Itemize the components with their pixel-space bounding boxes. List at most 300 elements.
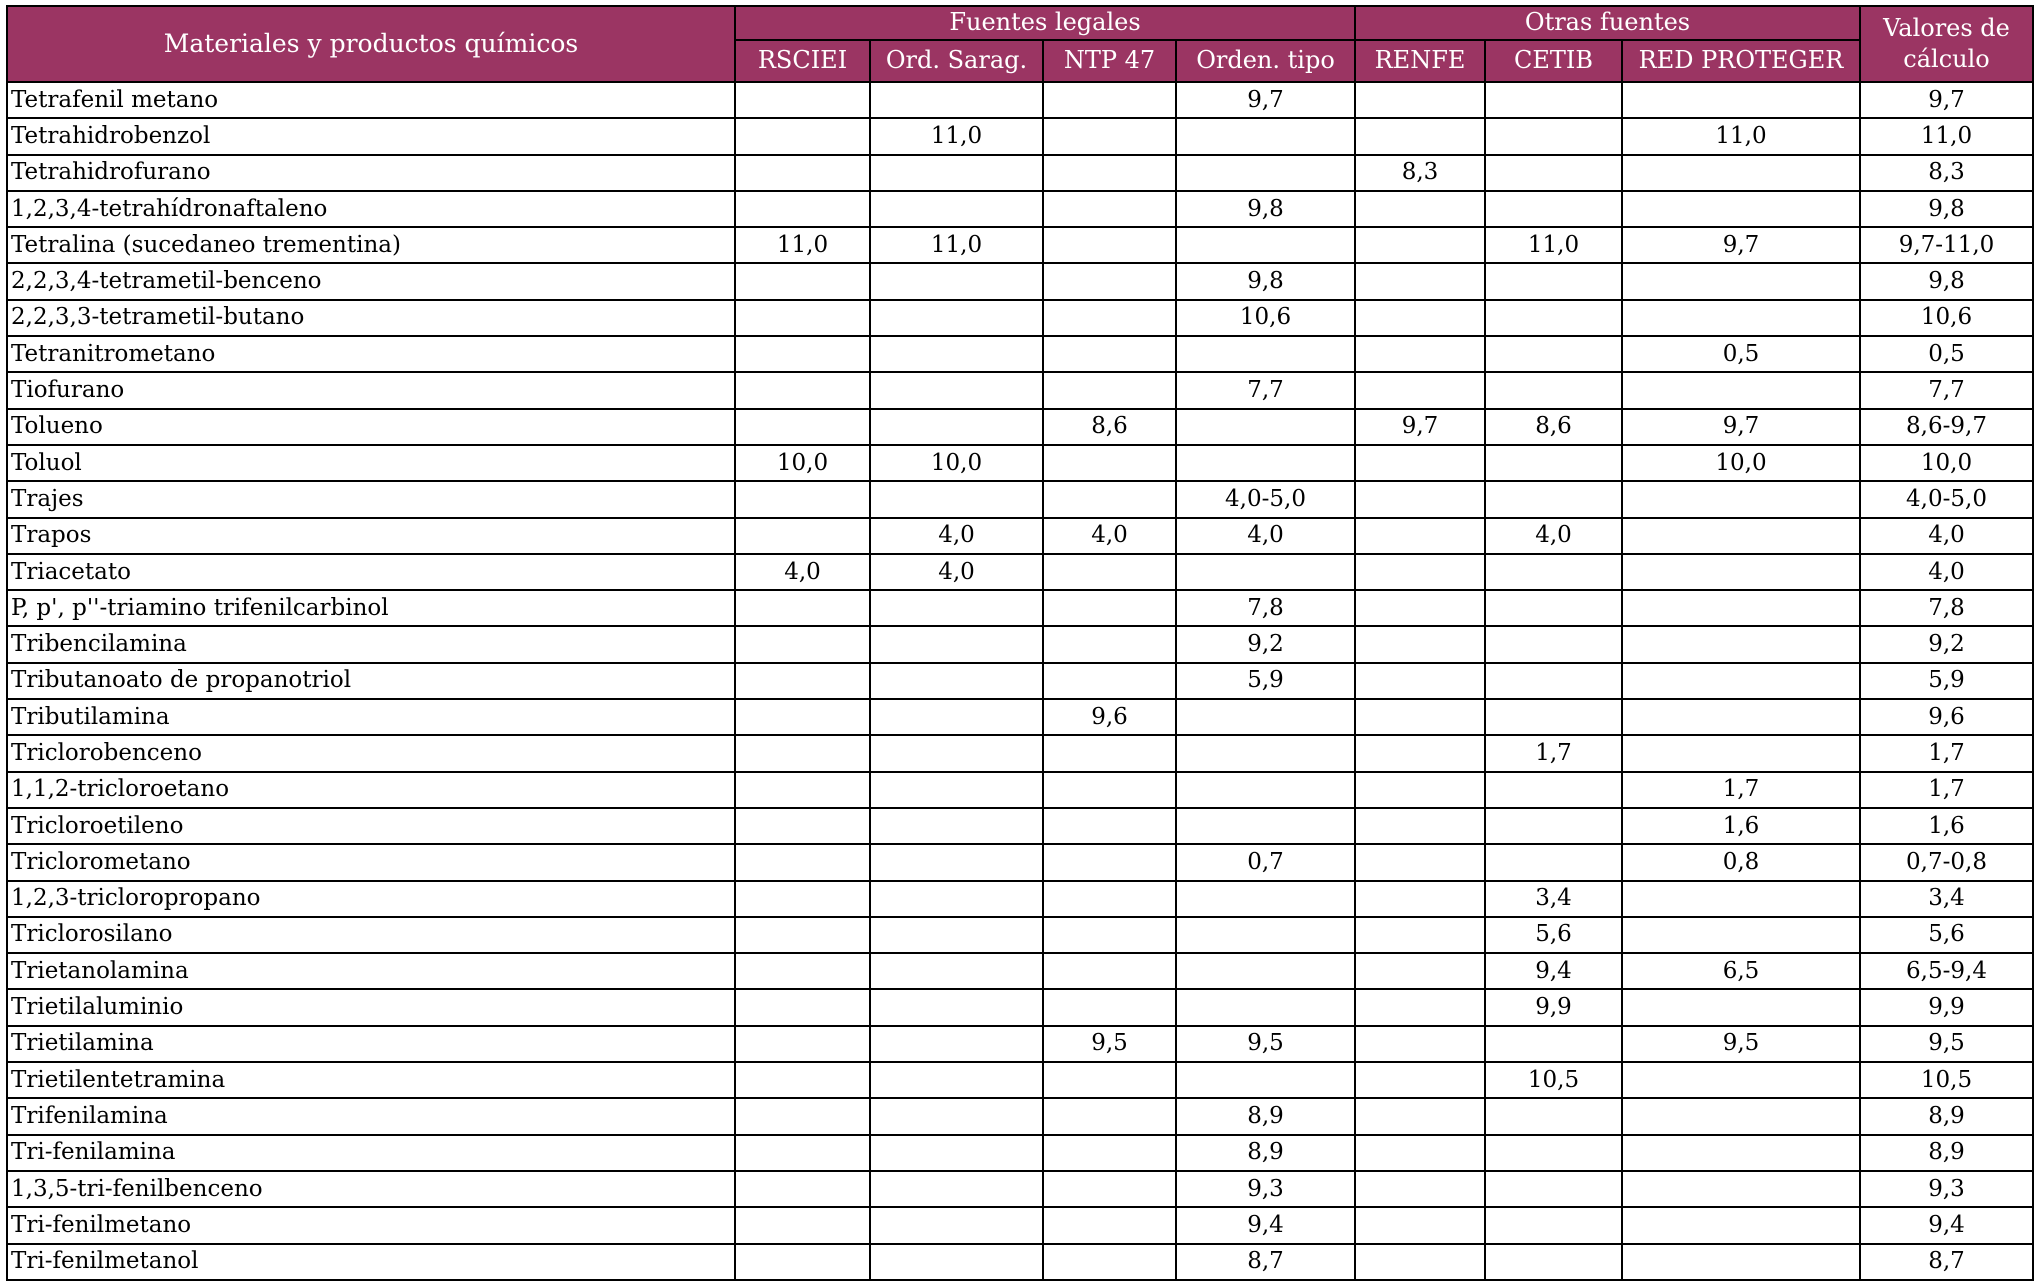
value-cell — [870, 263, 1043, 299]
value-cell — [1043, 663, 1176, 699]
value-cell — [1355, 191, 1485, 227]
value-cell — [1355, 663, 1485, 699]
value-cell — [1355, 263, 1485, 299]
calculation-value-cell: 4,0 — [1860, 554, 2033, 590]
calculation-value-cell: 10,6 — [1860, 300, 2033, 336]
value-cell — [1622, 263, 1860, 299]
value-cell — [1355, 1244, 1485, 1280]
material-name-cell: Toluol — [7, 445, 735, 481]
value-cell — [1355, 227, 1485, 263]
value-cell — [1485, 663, 1622, 699]
value-cell — [1485, 1171, 1622, 1207]
value-cell — [735, 263, 870, 299]
material-name-cell: P, p', p''-triamino trifenilcarbinol — [7, 590, 735, 626]
value-cell — [735, 626, 870, 662]
table-row — [7, 1098, 2033, 1134]
table-row — [7, 1135, 2033, 1171]
value-cell: 9,2 — [1176, 626, 1355, 662]
value-cell — [1622, 1098, 1860, 1134]
table-row — [7, 445, 2033, 481]
value-cell — [1043, 1207, 1176, 1243]
value-cell — [1355, 844, 1485, 880]
value-cell — [1176, 735, 1355, 771]
calculation-value-cell: 9,5 — [1860, 1026, 2033, 1062]
calculation-value-cell: 9,8 — [1860, 263, 2033, 299]
calculation-value-cell: 1,7 — [1860, 735, 2033, 771]
value-cell — [735, 191, 870, 227]
value-cell — [870, 336, 1043, 372]
value-cell — [1622, 518, 1860, 554]
value-cell — [1485, 808, 1622, 844]
value-cell — [1043, 917, 1176, 953]
value-cell: 10,0 — [870, 445, 1043, 481]
value-cell — [870, 663, 1043, 699]
value-cell — [1043, 881, 1176, 917]
value-cell: 11,0 — [870, 118, 1043, 154]
table-row — [7, 735, 2033, 771]
value-cell — [1043, 772, 1176, 808]
value-cell — [1485, 1026, 1622, 1062]
table-row — [7, 300, 2033, 336]
value-cell — [1485, 372, 1622, 408]
value-cell — [870, 881, 1043, 917]
value-cell — [735, 1026, 870, 1062]
value-cell — [1043, 155, 1176, 191]
material-name-cell: Trietilaluminio — [7, 989, 735, 1025]
value-cell — [735, 155, 870, 191]
material-name-cell: Triacetato — [7, 554, 735, 590]
value-cell — [735, 518, 870, 554]
value-cell — [870, 481, 1043, 517]
table-row — [7, 590, 2033, 626]
other-sources-group-header: Otras fuentes — [1355, 6, 1860, 40]
value-cell — [1043, 1244, 1176, 1280]
material-name-cell: Tri-fenilamina — [7, 1135, 735, 1171]
table-row — [7, 1244, 2033, 1280]
value-cell — [870, 699, 1043, 735]
value-cell: 9,3 — [1176, 1171, 1355, 1207]
value-cell — [870, 82, 1043, 118]
value-cell: 4,0 — [1485, 518, 1622, 554]
value-cell — [870, 1098, 1043, 1134]
table-row — [7, 155, 2033, 191]
value-cell — [1355, 372, 1485, 408]
table-row — [7, 844, 2033, 880]
value-cell — [1485, 772, 1622, 808]
value-cell — [1176, 989, 1355, 1025]
calculation-value-cell: 1,6 — [1860, 808, 2033, 844]
material-name-cell: Tetrahidrofurano — [7, 155, 735, 191]
value-cell: 10,6 — [1176, 300, 1355, 336]
value-cell — [1355, 1171, 1485, 1207]
material-name-cell: 1,2,3-tricloropropano — [7, 881, 735, 917]
value-cell — [1622, 917, 1860, 953]
material-name-cell: Trifenilamina — [7, 1098, 735, 1134]
material-name-cell: Tetralina (sucedaneo trementina) — [7, 227, 735, 263]
value-cell — [870, 372, 1043, 408]
value-cell — [1485, 336, 1622, 372]
value-cell — [1622, 699, 1860, 735]
calculation-value-cell: 5,9 — [1860, 663, 2033, 699]
value-cell: 4,0 — [1043, 518, 1176, 554]
value-cell: 8,3 — [1355, 155, 1485, 191]
value-cell — [1622, 1207, 1860, 1243]
value-cell — [1622, 481, 1860, 517]
value-cell — [1485, 118, 1622, 154]
value-cell: 9,5 — [1043, 1026, 1176, 1062]
document-page — [6, 5, 2032, 1281]
calculation-value-cell: 3,4 — [1860, 881, 2033, 917]
value-cell: 4,0-5,0 — [1176, 481, 1355, 517]
legal-sources-group-header: Fuentes legales — [735, 6, 1355, 40]
material-name-cell: Tricloroetileno — [7, 808, 735, 844]
value-cell — [870, 1026, 1043, 1062]
value-cell — [1355, 735, 1485, 771]
value-cell — [1043, 1062, 1176, 1098]
calculation-value-cell: 0,7-0,8 — [1860, 844, 2033, 880]
value-cell — [1043, 590, 1176, 626]
column-header-rsciei: RSCIEI — [735, 40, 870, 82]
table-row — [7, 82, 2033, 118]
material-name-cell: Triclorometano — [7, 844, 735, 880]
value-cell: 9,9 — [1485, 989, 1622, 1025]
table-row — [7, 1207, 2033, 1243]
value-cell — [735, 663, 870, 699]
header-row-groups — [7, 6, 2033, 40]
value-cell — [1355, 989, 1485, 1025]
table-row — [7, 1062, 2033, 1098]
value-cell: 9,4 — [1485, 953, 1622, 989]
value-cell: 1,7 — [1622, 772, 1860, 808]
value-cell — [1176, 554, 1355, 590]
table-row — [7, 989, 2033, 1025]
value-cell: 9,4 — [1176, 1207, 1355, 1243]
value-cell — [1355, 772, 1485, 808]
table-row — [7, 881, 2033, 917]
value-cell: 8,9 — [1176, 1098, 1355, 1134]
material-name-cell: Trietilamina — [7, 1026, 735, 1062]
column-header-red-proteger: RED PROTEGER — [1622, 40, 1860, 82]
value-cell — [1485, 82, 1622, 118]
table-header — [7, 6, 2033, 82]
value-cell — [1176, 1062, 1355, 1098]
calculation-value-cell: 9,9 — [1860, 989, 2033, 1025]
value-cell — [1176, 118, 1355, 154]
calculation-value-cell: 4,0 — [1860, 518, 2033, 554]
value-cell — [1485, 1098, 1622, 1134]
material-name-cell: Triclorobenceno — [7, 735, 735, 771]
value-cell: 4,0 — [870, 554, 1043, 590]
value-cell — [1622, 735, 1860, 771]
value-cell — [1355, 1135, 1485, 1171]
value-cell — [870, 1244, 1043, 1280]
value-cell — [1355, 917, 1485, 953]
table-row — [7, 518, 2033, 554]
value-cell — [1622, 155, 1860, 191]
value-cell — [1485, 445, 1622, 481]
column-header-ntp47: NTP 47 — [1043, 40, 1176, 82]
value-cell — [1355, 518, 1485, 554]
value-cell — [1043, 481, 1176, 517]
value-cell — [1485, 263, 1622, 299]
value-cell — [735, 699, 870, 735]
value-cell: 1,6 — [1622, 808, 1860, 844]
table-row — [7, 554, 2033, 590]
value-cell — [1485, 590, 1622, 626]
value-cell — [1355, 953, 1485, 989]
calculation-value-cell: 6,5-9,4 — [1860, 953, 2033, 989]
value-cell — [1485, 191, 1622, 227]
value-cell — [1355, 554, 1485, 590]
value-cell — [1176, 227, 1355, 263]
value-cell — [735, 409, 870, 445]
value-cell: 9,8 — [1176, 263, 1355, 299]
column-header-renfe: RENFE — [1355, 40, 1485, 82]
value-cell — [1622, 372, 1860, 408]
value-cell: 5,9 — [1176, 663, 1355, 699]
value-cell — [870, 300, 1043, 336]
value-cell: 4,0 — [1176, 518, 1355, 554]
value-cell: 10,0 — [1622, 445, 1860, 481]
material-name-cell: Trietilentetramina — [7, 1062, 735, 1098]
value-cell — [1355, 1062, 1485, 1098]
material-name-cell: Tri-fenilmetanol — [7, 1244, 735, 1280]
value-cell — [1622, 191, 1860, 227]
value-cell — [1355, 300, 1485, 336]
material-name-cell: Tetrafenil metano — [7, 82, 735, 118]
value-cell: 1,7 — [1485, 735, 1622, 771]
value-cell — [735, 808, 870, 844]
value-cell — [1043, 372, 1176, 408]
value-cell: 11,0 — [735, 227, 870, 263]
value-cell: 9,5 — [1622, 1026, 1860, 1062]
value-cell: 9,5 — [1176, 1026, 1355, 1062]
value-cell — [870, 735, 1043, 771]
value-cell — [1355, 881, 1485, 917]
value-cell — [1622, 1171, 1860, 1207]
value-cell — [1485, 1207, 1622, 1243]
value-cell — [1043, 989, 1176, 1025]
value-cell — [735, 372, 870, 408]
value-cell — [1043, 191, 1176, 227]
value-cell — [870, 155, 1043, 191]
value-cell — [735, 300, 870, 336]
material-name-cell: 2,2,3,3-tetrametil-butano — [7, 300, 735, 336]
value-cell — [1485, 1135, 1622, 1171]
calculation-value-cell: 5,6 — [1860, 917, 2033, 953]
fire-load-table — [6, 5, 2034, 1281]
value-cell — [870, 844, 1043, 880]
value-cell — [1355, 481, 1485, 517]
value-cell — [735, 1171, 870, 1207]
table-row — [7, 917, 2033, 953]
table-row — [7, 808, 2033, 844]
value-cell — [1176, 881, 1355, 917]
value-cell — [1485, 1244, 1622, 1280]
value-cell — [870, 808, 1043, 844]
value-cell — [1622, 590, 1860, 626]
value-cell — [1485, 844, 1622, 880]
value-cell — [1043, 300, 1176, 336]
value-cell: 0,7 — [1176, 844, 1355, 880]
calculation-value-cell: 1,7 — [1860, 772, 2033, 808]
calculation-value-cell: 9,4 — [1860, 1207, 2033, 1243]
value-cell — [1622, 300, 1860, 336]
value-cell: 8,7 — [1176, 1244, 1355, 1280]
table-row — [7, 336, 2033, 372]
value-cell — [1622, 989, 1860, 1025]
value-cell — [870, 191, 1043, 227]
material-name-cell: Triclorosilano — [7, 917, 735, 953]
value-cell — [1043, 1171, 1176, 1207]
value-cell: 9,7 — [1622, 227, 1860, 263]
value-cell: 7,7 — [1176, 372, 1355, 408]
calculation-value-cell: 9,7-11,0 — [1860, 227, 2033, 263]
value-cell — [1355, 82, 1485, 118]
value-cell: 11,0 — [1622, 118, 1860, 154]
value-cell: 0,5 — [1622, 336, 1860, 372]
value-cell — [1622, 1062, 1860, 1098]
value-cell — [1176, 445, 1355, 481]
value-cell — [870, 1062, 1043, 1098]
value-cell — [1355, 626, 1485, 662]
value-cell — [1043, 263, 1176, 299]
value-cell: 0,8 — [1622, 844, 1860, 880]
value-cell: 10,5 — [1485, 1062, 1622, 1098]
value-cell — [735, 481, 870, 517]
value-cell — [735, 1098, 870, 1134]
value-cell — [1043, 808, 1176, 844]
material-name-cell: 1,1,2-tricloroetano — [7, 772, 735, 808]
value-cell — [870, 1135, 1043, 1171]
value-cell — [1043, 844, 1176, 880]
value-cell — [1485, 554, 1622, 590]
table-row — [7, 118, 2033, 154]
material-name-cell: Tribencilamina — [7, 626, 735, 662]
column-header-cetib: CETIB — [1485, 40, 1622, 82]
material-name-cell: Trapos — [7, 518, 735, 554]
column-header-orden-tipo: Orden. tipo — [1176, 40, 1355, 82]
value-cell — [1622, 881, 1860, 917]
value-cell — [1622, 1244, 1860, 1280]
value-cell: 9,6 — [1043, 699, 1176, 735]
calculation-value-cell: 7,8 — [1860, 590, 2033, 626]
value-cell — [735, 82, 870, 118]
value-cell — [735, 917, 870, 953]
value-cell — [735, 1207, 870, 1243]
calculation-value-cell: 8,9 — [1860, 1098, 2033, 1134]
calculation-value-cell: 4,0-5,0 — [1860, 481, 2033, 517]
value-cell — [1355, 1026, 1485, 1062]
calculation-value-cell: 10,5 — [1860, 1062, 2033, 1098]
value-cell — [1176, 699, 1355, 735]
value-cell — [735, 590, 870, 626]
value-cell — [735, 118, 870, 154]
value-cell — [735, 1062, 870, 1098]
value-cell — [1622, 663, 1860, 699]
value-cell — [1355, 699, 1485, 735]
value-cell — [870, 917, 1043, 953]
material-name-cell: Tetrahidrobenzol — [7, 118, 735, 154]
table-row — [7, 481, 2033, 517]
value-cell: 8,6 — [1043, 409, 1176, 445]
value-cell — [1176, 155, 1355, 191]
value-cell: 3,4 — [1485, 881, 1622, 917]
material-name-cell: Tolueno — [7, 409, 735, 445]
material-name-cell: 1,2,3,4-tetrahídronaftaleno — [7, 191, 735, 227]
calculation-value-cell: 9,7 — [1860, 82, 2033, 118]
value-cell — [1043, 554, 1176, 590]
material-name-cell: Trietanolamina — [7, 953, 735, 989]
material-name-cell: Tributilamina — [7, 699, 735, 735]
value-cell — [870, 772, 1043, 808]
value-cell — [1355, 1207, 1485, 1243]
value-cell — [1355, 336, 1485, 372]
value-cell: 9,7 — [1355, 409, 1485, 445]
value-cell — [870, 989, 1043, 1025]
table-body — [7, 82, 2033, 1280]
value-cell — [1176, 953, 1355, 989]
value-cell — [735, 772, 870, 808]
value-cell — [1043, 1135, 1176, 1171]
value-cell: 11,0 — [1485, 227, 1622, 263]
material-name-cell: Tri-fenilmetano — [7, 1207, 735, 1243]
material-name-cell: 1,3,5-tri-fenilbenceno — [7, 1171, 735, 1207]
calculation-value-cell: 9,6 — [1860, 699, 2033, 735]
value-cell — [1043, 626, 1176, 662]
value-cell — [870, 409, 1043, 445]
table-row — [7, 191, 2033, 227]
value-cell — [1622, 554, 1860, 590]
value-cell — [1043, 82, 1176, 118]
value-cell — [1485, 300, 1622, 336]
material-name-cell: Trajes — [7, 481, 735, 517]
table-row — [7, 953, 2033, 989]
value-cell — [1355, 118, 1485, 154]
value-cell — [1043, 336, 1176, 372]
value-cell — [1043, 953, 1176, 989]
calculation-values-header: Valores de cálculo — [1860, 6, 2033, 82]
value-cell — [1043, 227, 1176, 263]
table-row — [7, 699, 2033, 735]
calculation-value-cell: 8,7 — [1860, 1244, 2033, 1280]
table-row — [7, 1026, 2033, 1062]
value-cell: 9,7 — [1176, 82, 1355, 118]
calculation-value-cell: 8,3 — [1860, 155, 2033, 191]
value-cell: 4,0 — [735, 554, 870, 590]
value-cell — [1176, 336, 1355, 372]
material-name-cell: Tetranitrometano — [7, 336, 735, 372]
value-cell — [1622, 82, 1860, 118]
value-cell — [1176, 808, 1355, 844]
material-name-cell: Tributanoato de propanotriol — [7, 663, 735, 699]
calculation-value-cell: 8,6-9,7 — [1860, 409, 2033, 445]
value-cell — [1176, 772, 1355, 808]
calculation-value-cell: 11,0 — [1860, 118, 2033, 154]
value-cell — [1043, 735, 1176, 771]
value-cell — [870, 1171, 1043, 1207]
table-row — [7, 372, 2033, 408]
value-cell: 8,9 — [1176, 1135, 1355, 1171]
table-row — [7, 227, 2033, 263]
table-row — [7, 663, 2033, 699]
value-cell — [735, 735, 870, 771]
value-cell — [1485, 481, 1622, 517]
calculation-value-cell: 7,7 — [1860, 372, 2033, 408]
value-cell — [735, 1244, 870, 1280]
value-cell — [1485, 699, 1622, 735]
value-cell: 6,5 — [1622, 953, 1860, 989]
